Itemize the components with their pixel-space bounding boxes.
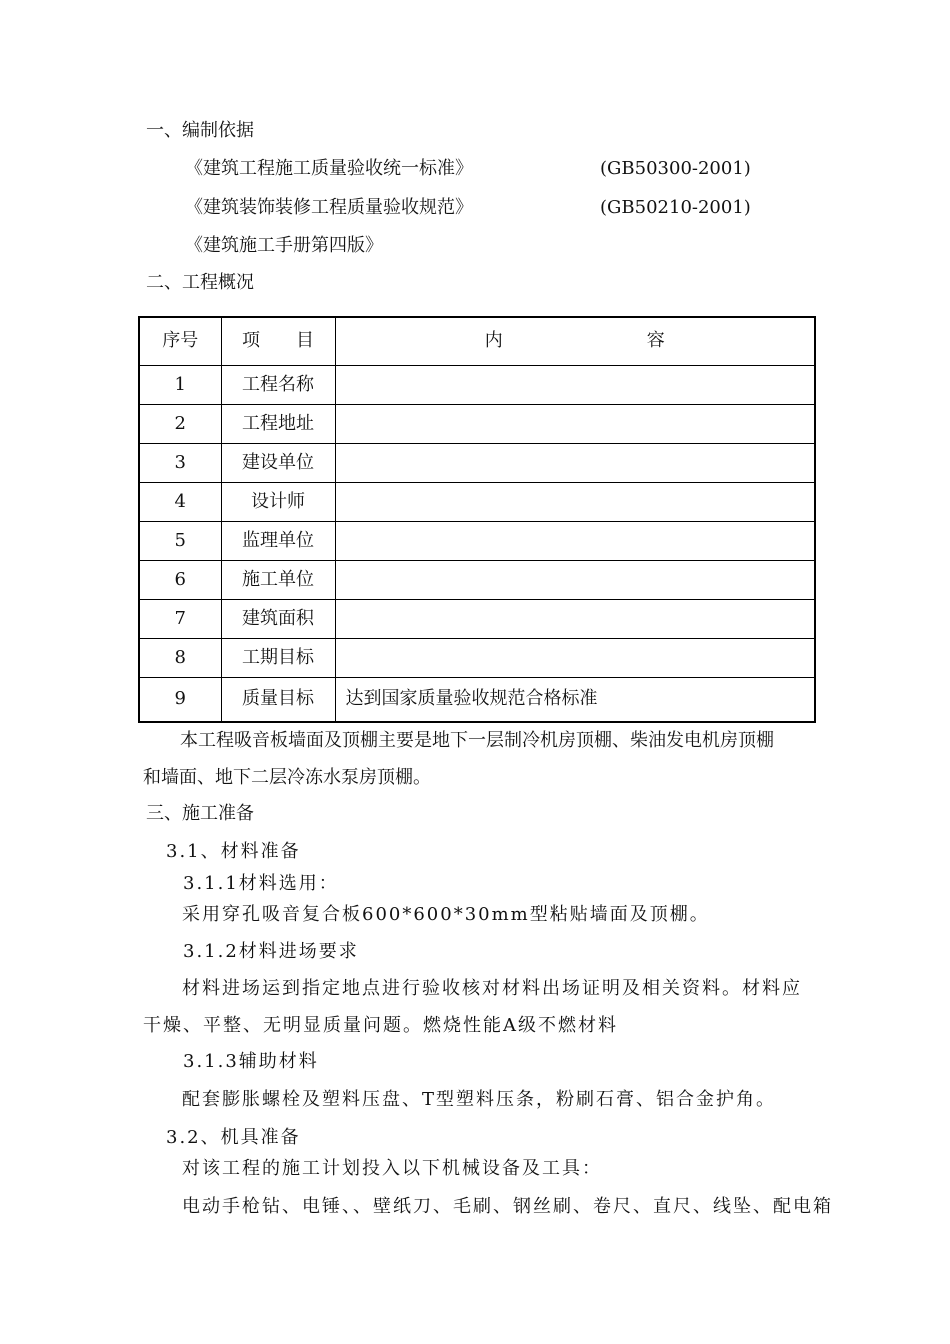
paragraph-3-1-3: 配套膨胀螺栓及塑料压盘、T型塑料压条，粉刷石膏、铝合金护角。 (182, 1089, 777, 1110)
paragraph-3-1-2-line-1: 材料进场运到指定地点进行验收核对材料出场证明及相关资料。材料应 (182, 978, 802, 999)
row-item: 质量目标 (221, 677, 335, 722)
row-content (335, 365, 815, 404)
row-item: 工期目标 (221, 638, 335, 677)
heading-3-1: 3.1、材料准备 (166, 841, 301, 862)
row-no: 9 (139, 677, 221, 722)
row-item: 建筑面积 (221, 599, 335, 638)
table-row (139, 521, 815, 560)
table-row (139, 404, 815, 443)
row-no: 5 (139, 521, 221, 560)
table-row (139, 482, 815, 521)
row-content (335, 404, 815, 443)
header-content: 内 容 (335, 317, 815, 365)
row-item: 工程地址 (221, 404, 335, 443)
scope-paragraph-line-1: 本工程吸音板墙面及顶棚主要是地下一层制冷机房顶棚、柴油发电机房顶棚 (180, 730, 774, 751)
row-content (335, 482, 815, 521)
row-content (335, 599, 815, 638)
reference-2-code: (GB50210-2001) (600, 197, 751, 218)
row-item: 监理单位 (221, 521, 335, 560)
paragraph-3-2-line-1: 对该工程的施工计划投入以下机械设备及工具： (182, 1158, 602, 1179)
row-no: 8 (139, 638, 221, 677)
heading-3-1-1: 3.1.1材料选用： (183, 873, 339, 894)
table-row (139, 443, 815, 482)
section-2-title: 二、工程概况 (146, 272, 254, 293)
header-item: 项 目 (221, 317, 335, 365)
row-no: 2 (139, 404, 221, 443)
table-row (139, 599, 815, 638)
table-header-row (139, 317, 815, 365)
row-item: 施工单位 (221, 560, 335, 599)
row-no: 7 (139, 599, 221, 638)
header-no: 序号 (139, 317, 221, 365)
table-row (139, 365, 815, 404)
reference-1-name: 《建筑工程施工质量验收统一标准》 (185, 158, 473, 179)
row-content (335, 443, 815, 482)
project-overview-table (138, 316, 816, 723)
row-content (335, 560, 815, 599)
reference-1-code: (GB50300-2001) (600, 158, 751, 179)
row-content (335, 521, 815, 560)
scope-paragraph-line-2: 和墙面、地下二层冷冻水泵房顶棚。 (143, 767, 431, 788)
row-no: 1 (139, 365, 221, 404)
row-item: 工程名称 (221, 365, 335, 404)
paragraph-3-1-2-line-2: 干燥、平整、无明显质量问题。燃烧性能A级不燃材料 (143, 1015, 618, 1036)
row-item: 设计师 (221, 482, 335, 521)
table-row (139, 677, 815, 722)
heading-3-1-2: 3.1.2材料进场要求 (183, 941, 359, 962)
reference-3-name: 《建筑施工手册第四版》 (185, 235, 383, 256)
paragraph-3-2-line-2: 电动手枪钻、电锤、、壁纸刀、毛刷、钢丝刷、卷尺、直尺、线坠、配电箱 (182, 1196, 833, 1217)
heading-3-2: 3.2、机具准备 (166, 1127, 301, 1148)
paragraph-3-1-1: 采用穿孔吸音复合板600*600*30mm型粘贴墙面及顶棚。 (182, 904, 710, 925)
heading-3-1-3: 3.1.3辅助材料 (183, 1051, 319, 1072)
row-content: 达到国家质量验收规范合格标准 (335, 677, 815, 722)
table-row (139, 638, 815, 677)
row-no: 4 (139, 482, 221, 521)
table-row (139, 560, 815, 599)
row-no: 6 (139, 560, 221, 599)
section-1-title: 一、编制依据 (146, 120, 254, 141)
section-3-title: 三、施工准备 (146, 803, 254, 824)
row-item: 建设单位 (221, 443, 335, 482)
reference-2-name: 《建筑装饰装修工程质量验收规范》 (185, 197, 473, 218)
row-content (335, 638, 815, 677)
row-no: 3 (139, 443, 221, 482)
